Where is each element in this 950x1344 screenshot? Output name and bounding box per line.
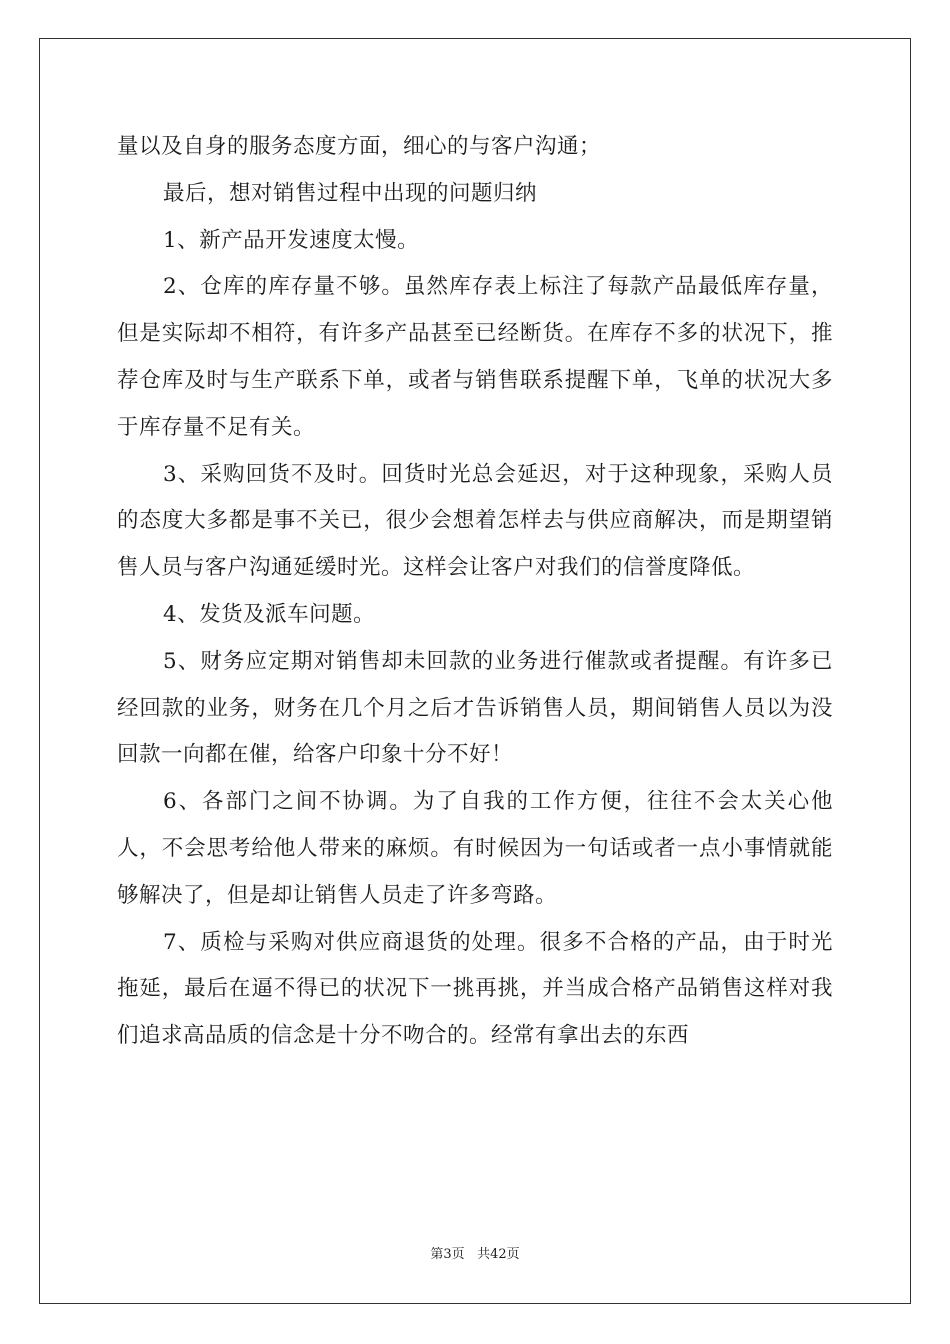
page-number: 第3页: [430, 1247, 465, 1262]
paragraph-1: 量以及自身的服务态度方面，细心的与客户沟通；: [117, 134, 602, 159]
page-total: 共42页: [477, 1247, 520, 1262]
paragraph-8: 6、各部门之间不协调。为了自我的工作方便，往往不会太关心他人，不会思考给他人带来的麻烦。有时候因为一句话或者一点小事情就能够解决了，但是却让销售人员走了许多弯路。: [117, 789, 833, 908]
paragraph-6: 4、发货及派车问题。: [163, 601, 376, 627]
document-body: [117, 124, 833, 1060]
paragraph-5: 3、采购回货不及时。回货时光总会延迟，对于这种现象，采购人员的态度大多都是事不关已，很少会想着怎样去与供应商解决，而是期望销售人员与客户沟通延缓时光。这样会让客户对我们的信誉度降低。: [117, 461, 833, 581]
paragraph-7: 5、财务应定期对销售却未回款的业务进行催款或者提醒。有许多已经回款的业务，财务在几个月之后才告诉销售人员，期间销售人员以为没回款一向都在催，给客户印象十分不好！: [117, 648, 833, 768]
paragraph-4: 2、仓库的库存量不够。虽然库存表上标注了每款产品最低库存量，但是实际却不相符，有许多产品甚至已经断货。在库存不多的状况下，推荐仓库及时与生产联系下单，或者与销售联系提醒下单，飞单的状况大多于库存量不足有关。: [117, 274, 833, 440]
paragraph-2: 最后，想对销售过程中出现的问题归纳: [163, 180, 538, 206]
page-footer: [0, 1247, 950, 1263]
paragraph-3: 1、新产品开发速度太慢。: [163, 227, 420, 253]
paragraph-9: 7、质检与采购对供应商退货的处理。很多不合格的产品，由于时光拖延，最后在逼不得已的状况下一挑再挑，并当成合格产品销售这样对我们追求高品质的信念是十分不吻合的。经常有拿出去的东西: [117, 929, 833, 1049]
